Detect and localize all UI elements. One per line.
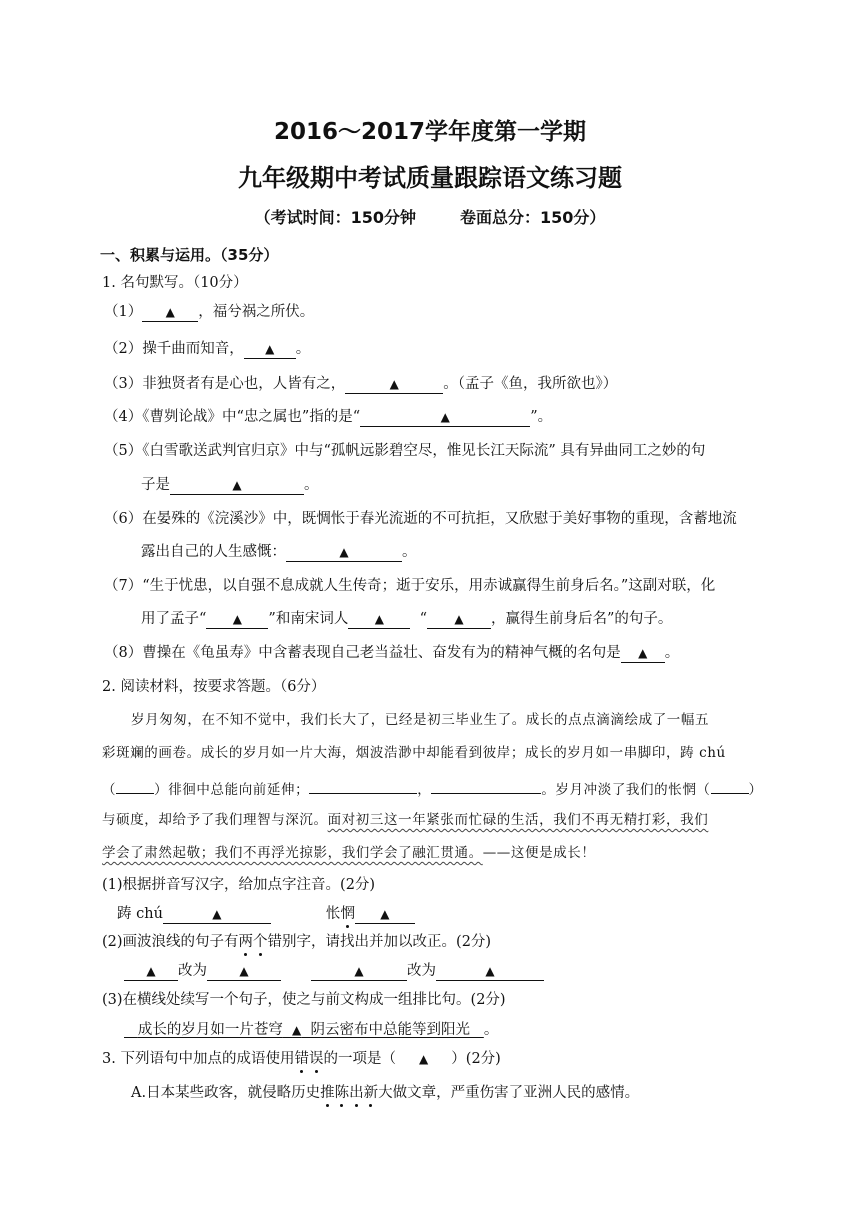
q2-sub-1-answers: 踌 chú ▲ 怅惘 ▲ <box>117 904 415 924</box>
q3-option-a[interactable]: A.日本某些政客，就侵略历史推陈出新大做文章，严重伤害了亚洲人民的感情。 <box>131 1085 640 1101</box>
q3-title: 3. 下列语句中加点的成语使用错误的一项是（ ▲ ）(2分) <box>102 1051 501 1067</box>
exam-info <box>0 205 860 228</box>
q1-item-4: （4）《曹刿论战》中“忠之属也”指的是“ ▲ ”。 <box>104 409 553 425</box>
answer-blank[interactable] <box>345 376 443 394</box>
answer-blank[interactable] <box>163 906 271 924</box>
blank-marker-icon: ▲ <box>232 612 243 626</box>
blank-marker-icon: ▲ <box>419 1052 429 1066</box>
answer-blank[interactable] <box>170 477 304 495</box>
answer-blank[interactable] <box>431 776 541 794</box>
blank-marker-icon: ▲ <box>354 964 364 978</box>
exam-title: 2016～2017学年度第一学期 <box>273 119 587 145</box>
q1-item-1: （1） ▲ ，福兮祸之所伏。 <box>104 304 315 320</box>
answer-blank[interactable] <box>711 776 749 794</box>
q2-sub-3: (3)在横线处续写一个句子，使之与前文构成一组排比句。(2分) <box>102 992 506 1008</box>
q1-item-7-cont: 用了孟子“ ▲ ”和南宋词人 ▲ “ ▲ ，赢得生前身后名”的句子。 <box>141 611 673 627</box>
q2-sub-3-answer: 成长的岁月如一片苍穹 ▲ 阴云密布中总能等到阳光 。 <box>124 1020 498 1040</box>
blank-marker-icon: ▲ <box>374 612 384 626</box>
blank-marker-icon: ▲ <box>232 478 242 492</box>
emphasis-wrong: 错误 <box>294 1051 324 1067</box>
answer-blank[interactable] <box>436 963 544 981</box>
exam-time: （考试时间：150分钟 <box>254 208 416 227</box>
answer-blank[interactable] <box>360 409 530 427</box>
q2-title: 2. 阅读材料，按要求答题。（6分） <box>102 679 326 695</box>
q1-item-7: （7）“生于忧患，以自强不息成就人生传奇；逝于安乐，用赤诚赢得生前身后名。”这副对联，化 <box>104 578 716 594</box>
blank-marker-icon: ▲ <box>638 646 648 660</box>
q1-title: 1. 名句默写。（10分） <box>102 275 248 291</box>
blank-marker-icon: ▲ <box>485 964 495 978</box>
blank-marker-icon: ▲ <box>292 1023 302 1037</box>
emphasis-two: 两个 <box>238 934 268 950</box>
answer-blank[interactable] <box>621 645 665 663</box>
answer-blank[interactable]: 成长的岁月如一片苍穹 ▲ 阴云密布中总能等到阳光 <box>137 1022 470 1038</box>
passage-line-4: 与硕度，却给予了我们理智与深沉。面对初三这一年紧张而忙碌的生活，我们不再无精打彩，我们 <box>102 812 709 828</box>
answer-blank[interactable] <box>244 341 296 359</box>
q2-sub-1: (1)根据拼音写汉字，给加点字注音。(2分) <box>102 877 376 893</box>
answer-blank[interactable] <box>311 963 407 981</box>
passage-line-5: 学会了肃然起敬；我们不再浮光掠影，我们学会了融汇贯通。——这便是成长！ <box>102 845 596 861</box>
exam-score: 卷面总分：150分） <box>460 208 606 227</box>
passage-line-3: （ ）徘徊中总能向前延伸； ， 。岁月冲淡了我们的怅惘（ ） <box>102 776 763 800</box>
q1-item-6-cont: 露出自己的人生感慨： ▲ 。 <box>141 544 417 560</box>
blank-marker-icon: ▲ <box>265 342 275 356</box>
answer-blank[interactable] <box>309 776 417 794</box>
blank-marker-icon: ▲ <box>239 964 249 978</box>
answer-blank[interactable] <box>355 906 415 924</box>
q1-item-3: （3）非独贤者有是心也，人皆有之， ▲ 。（孟子《鱼，我所欲也》） <box>104 376 618 392</box>
answer-blank[interactable] <box>116 776 154 794</box>
answer-blank[interactable] <box>286 544 402 562</box>
passage-line-1: 岁月匆匆，在不知不觉中，我们长大了，已经是初三毕业生了。成长的点点滴滴绘成了一幅五 <box>131 712 710 728</box>
wavy-sentence: 学会了肃然起敬；我们不再浮光掠影，我们学会了融汇贯通。 <box>102 845 483 861</box>
blank-marker-icon: ▲ <box>339 545 349 559</box>
answer-blank[interactable] <box>427 611 491 629</box>
exam-subtitle: 九年级期中考试质量跟踪语文练习题 <box>238 164 622 192</box>
emphasized-idiom: 推陈出新 <box>320 1085 379 1101</box>
blank-marker-icon: ▲ <box>165 305 175 319</box>
blank-marker-icon: ▲ <box>146 964 156 978</box>
q2-sub-2-answers: ▲ 改为 ▲ ▲ 改为 ▲ <box>124 961 544 981</box>
q1-item-2: （2）操千曲而知音， ▲ 。 <box>104 341 311 357</box>
q1-item-8: （8）曹操在《龟虽寿》中含蓄表现自己老当益壮、奋发有为的精神气概的名句是 ▲ 。 <box>104 645 680 661</box>
section-heading: 一、积累与运用。（35分） <box>100 246 279 264</box>
answer-blank[interactable] <box>207 963 281 981</box>
blank-marker-icon: ▲ <box>380 907 390 921</box>
blank-marker-icon: ▲ <box>212 907 222 921</box>
wavy-sentence: 面对初三这一年紧张而忙碌的生活，我们不再无精打彩，我们 <box>327 812 709 828</box>
answer-blank[interactable] <box>142 304 198 322</box>
blank-marker-icon: ▲ <box>389 377 399 391</box>
blank-marker-icon: ▲ <box>440 410 450 424</box>
q1-item-6: （6）在晏殊的《浣溪沙》中，既惆怅于春光流逝的不可抗拒，又欣慰于美好事物的重现，含蓄地流 <box>104 511 737 527</box>
q2-sub-2: (2)画波浪线的句子有两个错别字，请找出并加以改正。(2分) <box>102 934 492 950</box>
passage-line-2: 彩斑斓的画卷。成长的岁月如一片大海，烟波浩渺中却能看到彼岸；成长的岁月如一串脚印，踌 chú <box>102 745 726 761</box>
answer-blank[interactable] <box>124 963 178 981</box>
answer-blank[interactable] <box>348 611 410 629</box>
q1-item-5: （5）《白雪歌送武判官归京》中与“孤帆远影碧空尽，惟见长江天际流” 具有异曲同工之妙的句 <box>104 443 706 459</box>
q1-item-5-cont: 子是 ▲ 。 <box>141 477 319 493</box>
blank-marker-icon: ▲ <box>454 612 464 626</box>
answer-blank[interactable] <box>206 611 268 629</box>
